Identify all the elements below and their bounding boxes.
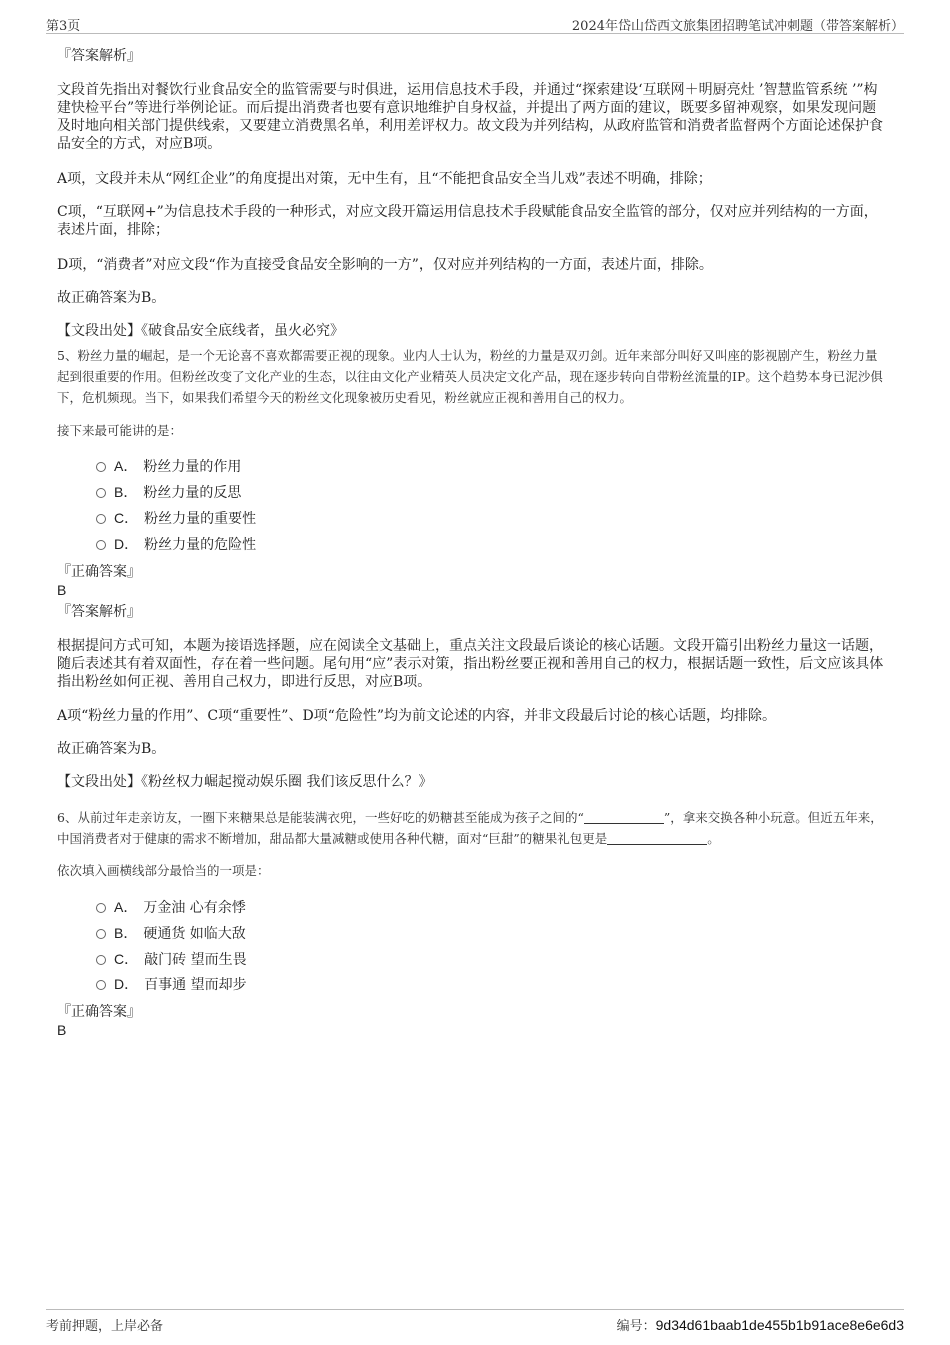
- blank-1[interactable]: [584, 812, 664, 824]
- radio-button-icon[interactable]: [96, 903, 106, 913]
- q6-correct-answer: B: [57, 1022, 67, 1038]
- radio-button-icon[interactable]: [96, 929, 106, 939]
- page-footer: [46, 1309, 904, 1335]
- blank-2[interactable]: [607, 833, 707, 845]
- q5-source: 【文段出处】《粉丝权力崛起搅动娱乐圈 我们该反思什么？》: [57, 774, 433, 790]
- q5-option-b[interactable]: B． 粉丝力量的反思: [96, 483, 241, 502]
- q5-analysis-other-options: A项“粉丝力量的作用”、C项“重要性”、D项“危险性”均为前文论述的内容，并非文段最后讨论的核心话题，均排除。: [57, 708, 776, 724]
- q5-conclusion: 故正确答案为B。: [57, 741, 166, 757]
- q5-stem: 5、粉丝力量的崛起，是一个无论喜不喜欢都需要正视的现象。业内人士认为，粉丝的力量是双刃剑。近年来部分叫好又叫座的影视剧产生，粉丝力量起到很重要的作用。但粉丝改变了文化产业的生态，以往由文化产业精英人员决定文化产品，现在逐步转向自带粉丝流量的IP。这个趋势本身已泥沙俱下，危机频现。当下，如果我们希望今天的粉丝文化现象被历史看见，粉丝就应正视和善用自己的权力。: [57, 348, 883, 405]
- radio-button-icon[interactable]: [96, 514, 106, 524]
- q4-analysis-label: 『答案解析』: [57, 48, 141, 64]
- radio-button-icon[interactable]: [96, 980, 106, 990]
- q4-source: 【文段出处】《破食品安全底线者，虽火必究》: [57, 323, 344, 339]
- q4-conclusion: 故正确答案为B。: [57, 290, 166, 306]
- radio-button-icon[interactable]: [96, 462, 106, 472]
- page-number: 第3页: [46, 19, 81, 34]
- q6-correct-label: 『正确答案』: [57, 1004, 141, 1020]
- q4-analysis-paragraph: 文段首先指出对餐饮行业食品安全的监管需要与时俱进，运用信息技术手段，并通过“探索建设‘互联网＋明厨亮灶 ’智慧监管系统 ’”构建快检平台”等进行举例论证。而后提出消费者也要有意识地维护自身权益，并提出了两方面的建议，既要多留神观察，如果发现问题及时地向相关部门提供线索，又要建立消费黑名单，利用差评权力。故文段为并列结构，从政府监管和消费者监督两个方面论述保护食品安全的方式，对应B项。: [57, 82, 883, 152]
- q6-option-c[interactable]: C． 敲门砖 望而生畏: [96, 950, 247, 969]
- q6-stem: 6、从前过年走亲访友，一圈下来糖果总是能装满衣兜，一些好吃的奶糖甚至能成为孩子之间的“ ”，拿来交换各种小玩意。但近五年来，中国消费者对于健康的需求不断增加，甜品都大量减糖或使用各种代糖，面对“巨甜”的糖果礼包更是 。: [57, 810, 883, 846]
- q5-option-a[interactable]: A． 粉丝力量的作用: [96, 457, 241, 476]
- page-header: [46, 14, 904, 34]
- q5-analysis-label: 『答案解析』: [57, 604, 141, 620]
- document-title: 2024年岱山岱西文旅集团招聘笔试冲刺题（带答案解析）: [571, 19, 904, 34]
- q5-analysis-paragraph: 根据提问方式可知，本题为接语选择题，应在阅读全文基础上，重点关注文段最后谈论的核心话题。文段开篇引出粉丝力量这一话题，随后表述其有着双面性，存在着一些问题。尾句用“应”表示对策，指出粉丝要正视和善用自己的权力，根据话题一致性，后文应该具体指出粉丝如何正视、善用自己权力，即进行反思，对应B项。: [57, 638, 884, 690]
- q5-correct-answer: B: [57, 582, 67, 598]
- q6-option-b[interactable]: B． 硬通货 如临大敌: [96, 924, 246, 943]
- q4-option-a-explanation: A项，文段并未从“网红企业”的角度提出对策，无中生有，且“不能把食品安全当儿戏”表述不明确，排除；: [57, 171, 712, 187]
- q4-option-c-explanation: C项，“互联网+”为信息技术手段的一种形式，对应文段开篇运用信息技术手段赋能食品安全监管的部分，仅对应并列结构的一方面，表述片面，排除；: [57, 204, 878, 238]
- document-code: 编号：9d34d61baab1de455b1b91ace8e6e6d3: [616, 1317, 904, 1334]
- q6-question: 依次填入画横线部分最恰当的一项是：: [57, 863, 270, 878]
- footer-slogan: 考前押题，上岸必备: [46, 1319, 164, 1334]
- q6-option-d[interactable]: D． 百事通 望而却步: [96, 975, 247, 994]
- q5-correct-label: 『正确答案』: [57, 564, 141, 580]
- q5-question: 接下来最可能讲的是：: [57, 423, 183, 438]
- q5-option-d[interactable]: D． 粉丝力量的危险性: [96, 535, 256, 554]
- q5-option-c[interactable]: C． 粉丝力量的重要性: [96, 509, 256, 528]
- q4-option-d-explanation: D项，“消费者”对应文段“作为直接受食品安全影响的一方”，仅对应并列结构的一方面，表述片面，排除。: [57, 257, 713, 273]
- radio-button-icon[interactable]: [96, 955, 106, 965]
- radio-button-icon[interactable]: [96, 488, 106, 498]
- radio-button-icon[interactable]: [96, 540, 106, 550]
- q6-option-a[interactable]: A． 万金油 心有余悸: [96, 898, 246, 917]
